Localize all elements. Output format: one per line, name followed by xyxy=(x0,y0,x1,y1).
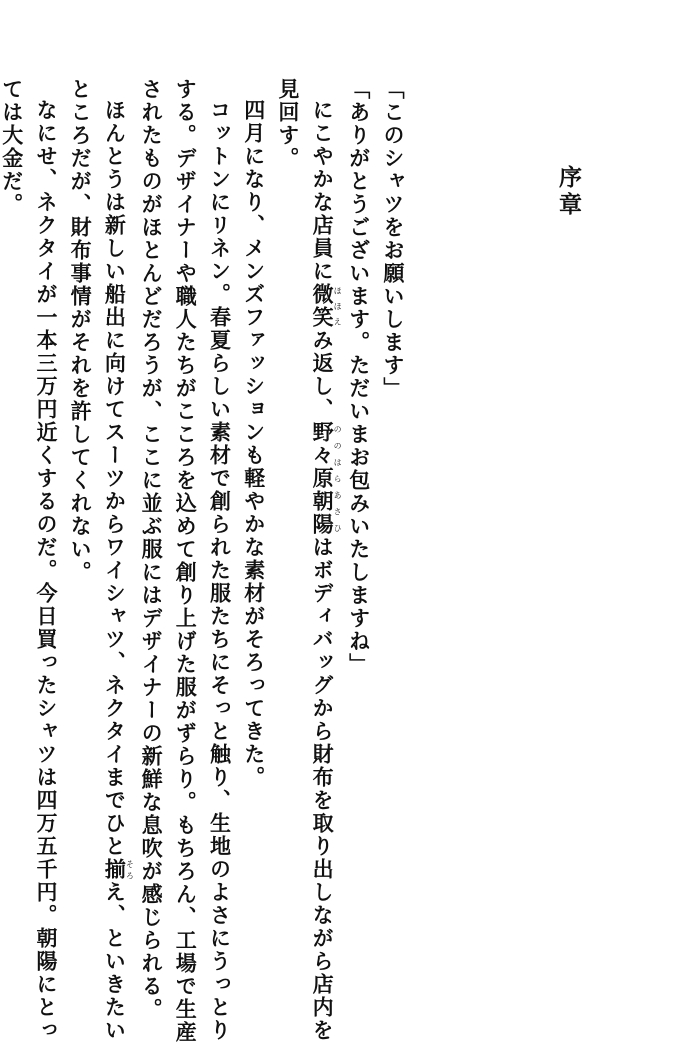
paragraph-6 xyxy=(63,78,135,1042)
paragraph-7 xyxy=(0,78,63,1042)
paragraph-1-dialogue xyxy=(376,78,410,958)
paragraph-2-dialogue xyxy=(342,78,376,958)
line: コットンにリネン。春夏らしい素材で創られた服たちにそっと触り、生地のよさにうっとり xyxy=(207,99,233,1042)
paragraph-3 xyxy=(271,78,343,1042)
line: されたものがほとんどだろうが、ここに並ぶ服にはデザイナーの新鮮な息吹が感じられる。 xyxy=(139,78,165,1021)
line: ほんとうは新しい船出に向けてスーツからワイシャツ、ネクタイまでひと揃そろえ、といきたい xyxy=(102,99,135,1042)
chapter-title: 序章 xyxy=(555,165,582,219)
furigana-reading: ののはらあさひ xyxy=(333,421,343,536)
line: なにせ、ネクタイが一本三万円近くするのだ。今日買ったシャツは四万五千円。朝陽にとっ xyxy=(33,99,59,1042)
furigana-word: 微笑ほほえ xyxy=(310,283,343,329)
paragraph-4 xyxy=(236,78,270,958)
line: 四月になり、メンズファッションも軽やかな素材がそろってきた。 xyxy=(241,99,267,789)
paragraph-5 xyxy=(134,78,237,1044)
furigana-reading: ほほえ xyxy=(333,283,343,329)
furigana-reading: そろ xyxy=(125,858,135,881)
line: 見回す。 xyxy=(275,78,301,170)
line: ては大金だ。 xyxy=(0,78,25,216)
line: にこやかな店員に微笑ほほえみ返し、野々原朝陽ののはらあさひはボディバッグから財布を取り出しながら店内を xyxy=(310,99,343,1042)
line: ところだが、財布事情がそれを許してくれない。 xyxy=(68,78,94,584)
line: する。デザイナーや職人たちがこころを込めて創り上げた服がずらり。もちろん、工場で生産 xyxy=(173,78,199,1044)
furigana-word: 野々原朝陽ののはらあさひ xyxy=(310,421,343,536)
line: 「ありがとうございます。ただいまお包みいたしますね」 xyxy=(346,78,372,676)
furigana-word: 揃そろ xyxy=(102,858,135,881)
body-text xyxy=(0,78,410,1044)
line: 「このシャツをお願いします」 xyxy=(381,78,406,400)
